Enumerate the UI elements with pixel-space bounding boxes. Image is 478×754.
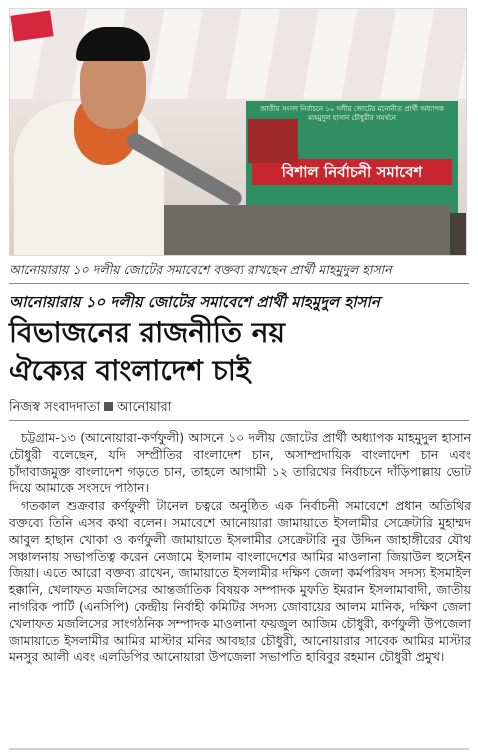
banner-title: বিশাল নির্বাচনী সমাবেশ bbox=[252, 159, 452, 185]
bottom-divider bbox=[9, 748, 469, 750]
article-body bbox=[9, 430, 471, 667]
caption-divider bbox=[9, 283, 469, 284]
kicker: আনোয়ারায় ১০ দলীয় জোটের সমাবেশে প্রার্থী মাহমুদুল হাসান bbox=[9, 293, 380, 311]
headline-line-2: ঐক্যের বাংলাদেশ চাই bbox=[9, 354, 251, 387]
square-bullet-icon bbox=[104, 402, 113, 411]
article-paragraph: চট্টগ্রাম-১৩ (আনোয়ারা-কর্ণফুলী) আসনে ১০ দলীয় জোটের প্রার্থী অধ্যাপক মাহমুদুল হাসান চৌধুরী বলেছেন, যদি সম্প্রীতির বাংলাদেশ চান, অসাম্প্রদায়িক বাংলাদেশ চান এবং চাঁদাবাজমুক্ত বাংলাদেশ গড়তে চান, তাহলে আগামী ১২ তারিখের নির্বাচনে দাঁড়িপাল্লায় ভোট দিয়ে আমাকে সংসদে পাঠান। bbox=[9, 430, 471, 496]
podium bbox=[150, 205, 450, 256]
headline bbox=[9, 314, 474, 390]
byline bbox=[9, 398, 172, 419]
headline-line-1: বিভাজনের রাজনীতি নয় bbox=[9, 316, 286, 349]
article-paragraph: গতকাল শুক্রবার কর্ণফুলী টানেল চত্বরে অনুষ্ঠিত এক নির্বাচনী সমাবেশে প্রধান অতিথির বক্তব্যে তিনি এসব কথা বলেন। সমাবেশে আনোয়ারা জামায়াতে ইসলামীর সেক্রেটারি মুহাম্মদ আবুল হাছান খোকা ও কর্ণফুলী জামায়াতে ইসলামীর সেক্রেটারি নুর উদ্দিন জাহাঙ্গীরের যৌথ সঞ্চালনায় সভাপতিত্ব করেন নেজামে ইসলাম বাংলাদেশের আমির মাওলানা জিয়াউল হুসেইন জিয়া। এতে আরো বক্তব্য রাখেন, জামায়াতে ইসলামীর দক্ষিণ জেলা কর্মপরিষদ সদস্য ইসমাইল হক্কানি, খেলাফত মজলিসের আন্তর্জাতিক বিষয়ক সম্পাদক মুফতি ইমরান ইসলামাবাদী, জাতীয় নাগরিক পার্টি (এনসিপি) কেন্দ্রীয় নির্বাহী কমিটির সদস্য জোবায়ের আলম মানিক, দক্ষিণ জেলা খেলাফত মজলিসের সাংগঠনিক সম্পাদক মাওলানা ফয়জুল আজিম চৌধুরী, কর্ণফুলী উপজেলা জামায়াতে ইসলামীর আমির মাস্টার মনির আবছার চৌধুরী, আনোয়ারার সাবেক আমির মাস্টার মনসুর আলী এবং এলডিপির আনোয়ারা উপজেলা সভাপতি হাবিবুর রহমান চৌধুরী প্রমুখ। bbox=[9, 498, 471, 665]
banner-candidate-portrait bbox=[248, 119, 298, 163]
byline-location: আনোয়ারা bbox=[117, 400, 172, 415]
byline-reporter: নিজস্ব সংবাদদাতা bbox=[9, 400, 101, 415]
byline-divider bbox=[9, 420, 469, 421]
banner-top-text: জাতীয় সংসদ নির্বাচনে ১০ দলীয় জোটের মনোনীত প্রার্থী অধ্যাপক মাহমুদুল হাসান চৌধুরীর সমর্থনে bbox=[260, 105, 444, 122]
flag bbox=[10, 10, 53, 41]
photo-caption: আনোয়ারায় ১০ দলীয় জোটের সমাবেশে বক্তব্য রাখছেন প্রার্থী মাহমুদুল হাসান bbox=[9, 262, 392, 277]
news-photo bbox=[9, 8, 467, 256]
